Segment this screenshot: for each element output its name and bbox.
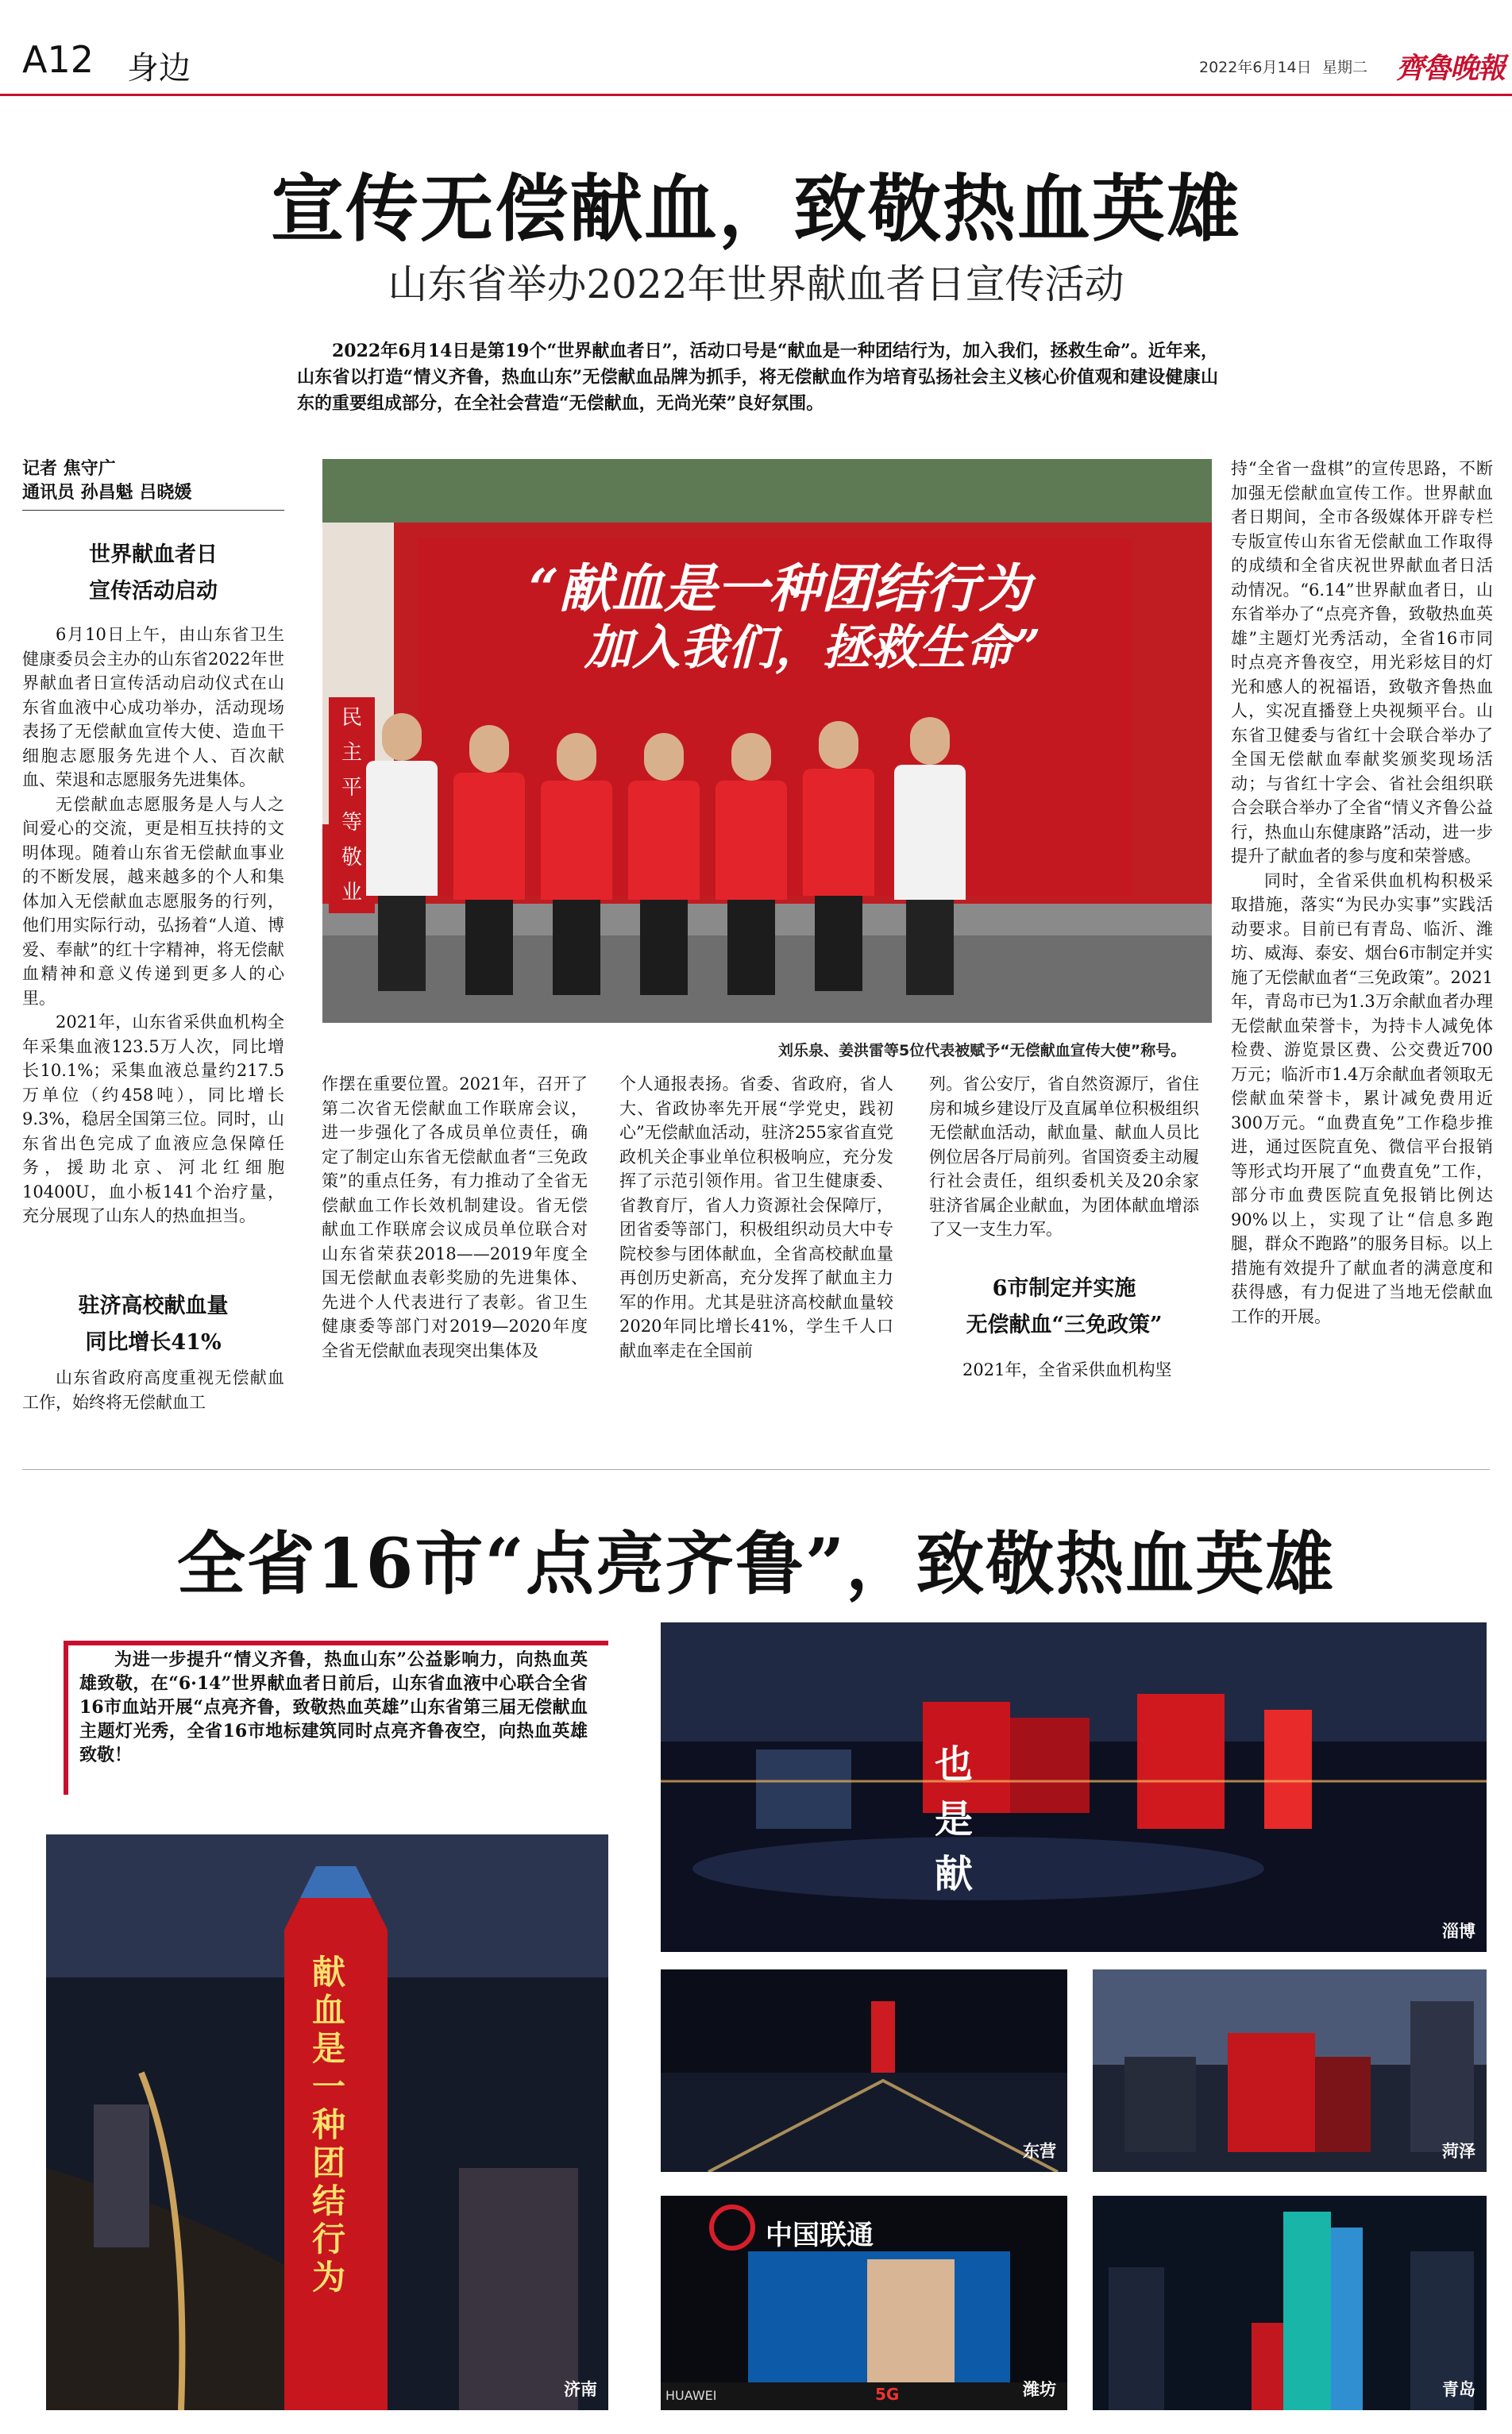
paragraph: 持“全省一盘棋”的宣传思路，不断加强无偿献血宣传工作。世界献血者日期间，全市各级媒体开辟专栏专版宣传山东省无偿献血工作取得的成绩和全省庆祝世界献血者日活动情况。“6.14”世界献血者日，山东省举办了“点亮齐鲁，致敬热血英雄”主题灯光秀活动，全省16市同时点亮齐鲁夜空，用光彩炫目的灯光和感人的祝福语，致敬齐鲁热血人，实况直播登上央视频平台。山东省卫健委与省红十会联合举办了全国无偿献血奉献奖颁奖现场活动；与省红十字会、省社会组织联合会联合举办了全省“情义齐鲁公益行，热血山东健康路”活动，进一步提升了献血者的参与度和荣誉感。 <box>1231 459 1493 866</box>
dongying-skyline-illustration <box>661 1969 1067 2172</box>
byline-reporter: 记者 焦守广 <box>22 459 116 479</box>
photo-heze <box>1093 1969 1487 2172</box>
person <box>453 725 525 995</box>
subhead-universities <box>22 1288 284 1361</box>
paragraph: 同时，全省采供血机构积极采取措施，落实“为民办实事”实践活动要求。目前已有青岛、临沂、潍坊、威海、泰安、烟台6市制定并实施了无偿献血者“三免政策”。2021年，青岛市已为1.3万余献血者办理无偿献血荣誉卡，为持卡人减免体检费、游览景区费、公交费近700万元；临沂市1.4万余献血者领取无偿献血荣誉卡，累计减免费用近300万元。“血费直免”工作稳步推进，通过医院直免、微信平台报销等形式均开展了“血费直免”工作，部分市血费医院直免报销比例达90%以上，实现了让“信息多跑腿，群众不跑路”的服务目标。以上措施有效提升了献血者的满意度和获得感，有力促进了当地无偿献血工作的开展。 <box>1231 870 1493 1326</box>
subhead-universities-line1: 驻济高校献血量 <box>78 1294 229 1318</box>
article-headline: 宣传无偿献血，致敬热血英雄 <box>270 166 1241 252</box>
person <box>894 717 966 995</box>
photo-jinan <box>46 1834 608 2410</box>
weifang-sign-5g: 5G <box>875 2385 900 2404</box>
paragraph: 6月10日上午，由山东省卫生健康委员会主办的山东省2022年世界献血者日宣传活动启动仪式在山东省血液中心成功举办，活动现场表扬了无偿献血宣传大使、造血干细胞志愿服务先进个人、百次献血、荣退和志愿服务先进集体。 <box>22 625 284 789</box>
photo-zibo <box>661 1622 1487 1952</box>
section-divider <box>22 1469 1490 1470</box>
feature-intro: 为进一步提升“情义齐鲁，热血山东”公益影响力，向热血英雄致敬，在“6·14”世界献血者日前后，山东省血液中心联合全省16市血站开展“点亮齐鲁，致敬热血英雄”山东省第三届无偿献血主题灯光秀，全省16市地标建筑同时点亮齐鲁夜空，向热血英雄致敬！ <box>79 1649 588 1765</box>
column-3-body <box>619 1072 893 1363</box>
photo-banner-line2: 加入我们，拯救生命” <box>584 620 1041 676</box>
photo-dongying <box>661 1969 1067 2172</box>
header-rule <box>0 94 1512 96</box>
photo-qingdao <box>1093 2196 1487 2410</box>
subhead-launch-line2: 宣传活动启动 <box>89 579 218 604</box>
subhead-universities-line2: 同比增长41% <box>85 1330 222 1355</box>
paragraph: 作摆在重要位置。2021年，召开了第二次省无偿献血工作联席会议，进一步强化了各成员单位责任，确定了制定山东省无偿献血者“三免政策”的重点任务，有力推动了全省无偿献血工作长效机制建设。省无偿献血工作联席会议成员单位联合对山东省荣获2018——2019年度全国无偿献血表彰奖励的先进集体、先进个人代表进行了表彰。省卫生健康委等部门对2019—2020年度全省无偿献血表现突出集体及 <box>322 1074 588 1360</box>
article-subheadline: 山东省举办2022年世界献血者日宣传活动 <box>388 261 1124 307</box>
subhead-three-exemptions <box>929 1271 1199 1344</box>
person <box>803 721 874 991</box>
photo-weifang <box>661 2196 1067 2410</box>
heze-skyline-illustration <box>1093 1969 1487 2172</box>
ceremony-photo <box>322 459 1212 1023</box>
weifang-sign-brand: HUAWEI <box>665 2388 717 2403</box>
subhead-launch <box>22 537 284 610</box>
page-number: A12 <box>22 38 94 81</box>
paragraph: 山东省政府高度重视无偿献血工作，始终将无偿献血工 <box>22 1368 284 1412</box>
column-4-body <box>929 1072 1199 1242</box>
person <box>716 733 787 995</box>
section-name: 身边 <box>127 50 191 87</box>
issue-weekday: 星期二 <box>1322 59 1368 76</box>
newspaper-logo: 齊魯晚報 <box>1396 52 1505 85</box>
subhead-exemptions-line1: 6市制定并实施 <box>992 1276 1136 1301</box>
article-lede: 2022年6月14日是第19个“世界献血者日”，活动口号是“献血是一种团结行为，加入我们，拯救生命”。近年来，山东省以打造“情义齐鲁，热血山东”无偿献血品牌为抓手，将无偿献血作为培育弘扬社会主义核心价值观和建设健康山东的重要组成部分，在全社会营造“无偿献血，无尚光荣”良好氛围。 <box>297 341 1218 414</box>
paragraph: 无偿献血志愿服务是人与人之间爱心的交流，更是相互扶持的文明体现。随着山东省无偿献血事业的不断发展，越来越多的个人和集体加入无偿献血志愿服务的行列，他们用实际行动，弘扬着“人道、博爱、奉献”的红十字精神，将无偿献血精神和意义传递到更多人的心里。 <box>22 794 284 1008</box>
person <box>541 733 612 995</box>
weifang-sign-text: 中国联通 <box>766 2220 874 2251</box>
column-1-body-continued <box>22 1366 284 1414</box>
column-1-body <box>22 623 284 1229</box>
paragraph: 个人通报表扬。省委、省政府，省人大、省政协率先开展“学党史，践初心”无偿献血活动，驻济255家省直党政机关企事业单位积极响应，充分发挥了示范引领作用。省卫生健康委、省教育厅，省人力资源社会保障厅，团省委等部门，积极组织动员大中专院校参与团体献血，全省高校献血量再创历史新高，充分发挥了献血主力军的作用。尤其是驻济高校献血量较2020年同比增长41%，学生千人口献血率走在全国前 <box>619 1074 893 1360</box>
byline-correspondent: 通讯员 孙昌魁 吕晓媛 <box>22 483 192 503</box>
city-label-heze: 菏泽 <box>1442 2142 1475 2161</box>
city-label-qingdao: 青岛 <box>1442 2380 1475 2399</box>
person <box>628 733 700 995</box>
qingdao-skyline-illustration <box>1093 2196 1487 2410</box>
city-label-jinan: 济南 <box>564 2380 597 2399</box>
photo-side-banner: 民主 平等 敬业 <box>329 697 375 913</box>
paragraph: 2021年，山东省采供血机构全年采集血液123.5万人次，同比增长10.1%；采集血液总量约217.5万单位（约458吨），同比增长9.3%，稳居全国第三位。同时，山东省出色完成了血液应急保障任务，援助北京、河北红细胞10400U，血小板141个治疗量，充分展现了山东人的热血担当。 <box>22 1013 284 1225</box>
zibo-building-text: 也 是 献 <box>935 1742 1021 1896</box>
feature-headline: 全省16市“点亮齐鲁”，致敬热血英雄 <box>176 1524 1336 1604</box>
person <box>366 713 438 991</box>
column-2-body <box>322 1072 588 1363</box>
paragraph: 2021年，全省采供血机构坚 <box>962 1360 1172 1379</box>
city-label-zibo: 淄博 <box>1442 1922 1475 1941</box>
issue-date: 2022年6月14日 <box>1199 59 1312 76</box>
column-5-body <box>1231 457 1493 1329</box>
byline <box>22 457 284 505</box>
jinan-tower-text: 献血是一种团结行为 <box>312 1953 346 2297</box>
city-label-weifang: 潍坊 <box>1023 2380 1056 2399</box>
column-4-body-continued <box>929 1358 1199 1383</box>
paragraph: 列。省公安厅，省自然资源厅，省住房和城乡建设厅及直属单位积极组织无偿献血活动，献血量、献血人员比例位居各厅局前列。省国资委主动履行社会责任，组织委机关及20余家驻济省属企业献血，为团体献血增添了又一支生力军。 <box>929 1074 1199 1239</box>
photo-banner-line1: “献血是一种团结行为 <box>529 557 1031 619</box>
photo-caption: 刘乐泉、姜洪雷等5位代表被赋予“无偿献血宣传大使”称号。 <box>778 1042 1186 1059</box>
subhead-exemptions-line2: 无偿献血“三免政策” <box>966 1313 1163 1337</box>
city-label-dongying: 东营 <box>1023 2142 1056 2161</box>
byline-divider <box>22 510 284 511</box>
subhead-launch-line1: 世界献血者日 <box>89 542 218 567</box>
